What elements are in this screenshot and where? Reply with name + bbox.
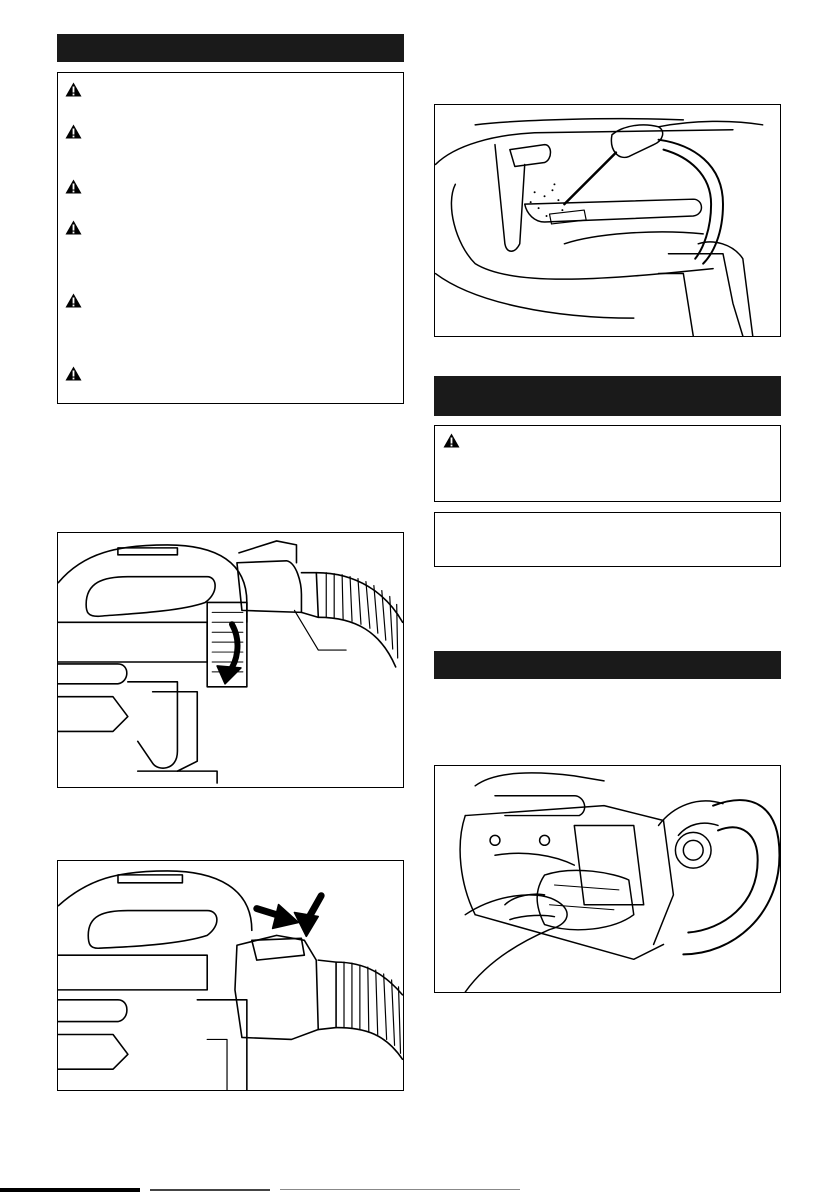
figure-wipe-cleaning [434, 765, 781, 993]
warning-triangle-icon [65, 293, 82, 308]
warning-triangle-icon [65, 124, 82, 139]
section-header-bar-2 [434, 376, 781, 416]
figure-hose-detach [57, 532, 404, 788]
figure-car-door-cleaning [434, 104, 781, 337]
section-header-bar-3 [434, 651, 781, 679]
warning-box-1 [57, 72, 404, 404]
warning-box-2 [434, 425, 781, 502]
warning-triangle-icon [443, 433, 460, 448]
warning-triangle-icon [65, 220, 82, 235]
warning-triangle-icon [65, 179, 82, 194]
warning-triangle-icon [65, 82, 82, 97]
warning-triangle-icon [65, 366, 82, 381]
page-footer-strip [0, 1186, 840, 1192]
figure-hose-attach [57, 860, 404, 1091]
section-header-bar-1 [57, 34, 404, 62]
note-box [434, 512, 781, 567]
